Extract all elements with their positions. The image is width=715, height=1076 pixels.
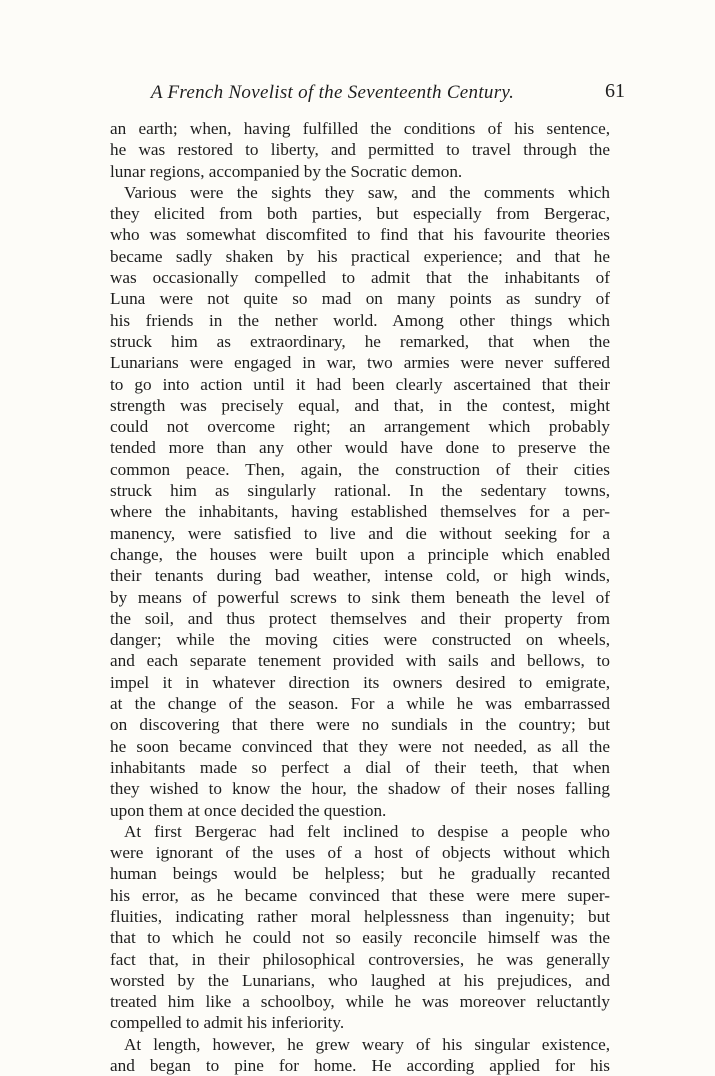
- text-line: could not overcome right; an arrangement which probably: [110, 417, 610, 437]
- body-text: [110, 118, 610, 1076]
- text-line: on discovering that there were no sundials in the country; but: [110, 715, 610, 735]
- text-line: fact that, in their philosophical controversies, he was generally: [110, 949, 610, 969]
- text-line: their tenants during bad weather, intense cold, or high winds,: [110, 566, 610, 586]
- text-line: they wished to know the hour, the shadow of their noses falling: [110, 779, 610, 799]
- text-line: common peace. Then, again, the construction of their cities: [110, 459, 610, 479]
- text-line: struck him as extraordinary, he remarked, that when the: [110, 331, 610, 351]
- text-line: compelled to admit his inferiority.: [110, 1013, 345, 1033]
- text-line: who was somewhat discomfited to find that his favourite theories: [110, 225, 610, 245]
- text-line: change, the houses were built upon a principle which enabled: [110, 544, 610, 564]
- text-line: an earth; when, having fulfilled the conditions of his sentence,: [110, 119, 610, 138]
- text-line: his error, as he became convinced that these were mere super-: [110, 885, 610, 905]
- text-line: the soil, and thus protect themselves and their property from: [110, 608, 610, 628]
- text-line: Lunarians were engaged in war, two armies were never suffered: [110, 353, 610, 373]
- text-line: by means of powerful screws to sink them beneath the level of: [110, 587, 610, 607]
- text-line: became sadly shaken by his practical experience; and that he: [110, 246, 610, 266]
- text-line: to go into action until it had been clearly ascertained that their: [110, 374, 610, 394]
- text-line: where the inhabitants, having established themselves for a per-: [110, 502, 610, 522]
- text-line: treated him like a schoolboy, while he was moreover reluctantly: [110, 992, 610, 1012]
- text-line: strength was precisely equal, and that, in the contest, might: [110, 395, 610, 415]
- text-line: tended more than any other would have done to preserve the: [110, 438, 610, 458]
- text-line: his friends in the nether world. Among other things which: [110, 310, 610, 330]
- text-line: At first Bergerac had felt inclined to despise a people who: [124, 821, 610, 841]
- text-line: he was restored to liberty, and permitted to travel through the: [110, 140, 610, 160]
- page-header: [110, 82, 625, 110]
- text-line: at the change of the season. For a while he was embarrassed: [110, 694, 610, 714]
- text-line: and began to pine for home. He according applied for his: [110, 1056, 610, 1076]
- text-line: Luna were not quite so mad on many points as sundry of: [110, 289, 610, 309]
- text-line: struck him as singularly rational. In the sedentary towns,: [110, 481, 610, 501]
- text-line: that to which he could not so easily reconcile himself was the: [110, 928, 610, 948]
- text-line: they elicited from both parties, but especially from Bergerac,: [110, 204, 610, 224]
- text-line: lunar regions, accompanied by the Socratic demon.: [110, 161, 463, 181]
- text-line: At length, however, he grew weary of his singular existence,: [124, 1034, 610, 1054]
- text-line: danger; while the moving cities were constructed on wheels,: [110, 630, 610, 650]
- text-line: impel it in whatever direction its owners desired to emigrate,: [110, 672, 610, 692]
- text-line: and each separate tenement provided with sails and bellows, to: [110, 651, 610, 671]
- text-line: was occasionally compelled to admit that the inhabitants of: [110, 268, 610, 288]
- page-number: 61: [605, 80, 625, 102]
- text-line: fluities, indicating rather moral helplessness than ingenuity; but: [110, 906, 610, 926]
- text-line: human beings would be helpless; but he gradually recanted: [110, 864, 610, 884]
- text-line: manency, were satisfied to live and die without seeking for a: [110, 523, 610, 543]
- text-line: he soon became convinced that they were not needed, as all the: [110, 736, 610, 756]
- text-line: worsted by the Lunarians, who laughed at his prejudices, and: [110, 970, 610, 990]
- text-line: upon them at once decided the question.: [110, 800, 387, 820]
- text-line: were ignorant of the uses of a host of objects without which: [110, 843, 610, 863]
- text-line: Various were the sights they saw, and the comments which: [124, 182, 610, 202]
- running-title: A French Novelist of the Seventeenth Century.: [150, 82, 515, 103]
- text-line: inhabitants made so perfect a dial of their teeth, that when: [110, 757, 610, 777]
